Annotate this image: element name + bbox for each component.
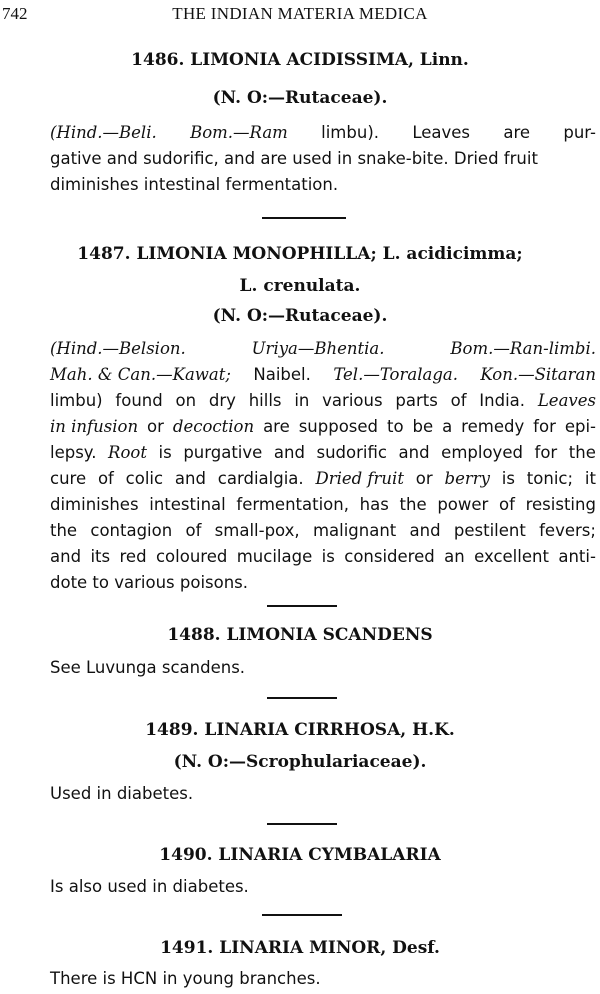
word: in infusion (50, 417, 139, 436)
entry-order: (N. O:—Rutaceae). (212, 306, 388, 326)
text-line: gative and sudorific, and are used in snake-bite. Dried fruit (50, 149, 538, 168)
word: a (442, 417, 453, 436)
word: of (185, 521, 202, 540)
separator-rule (267, 697, 337, 699)
word: lepsy. (50, 443, 97, 462)
text-line (50, 414, 596, 440)
entry-heading: 1486. LIMONIA ACIDISSIMA, Linn. (131, 50, 469, 70)
word: Leaves (412, 123, 471, 142)
entry-text (50, 781, 596, 807)
word: tonic; (526, 469, 574, 488)
word: or (147, 417, 164, 436)
entry-text (50, 655, 596, 681)
running-head (0, 4, 600, 26)
text-line (50, 336, 596, 362)
word: are (263, 417, 290, 436)
entry-text (50, 966, 596, 992)
word: anti- (558, 547, 596, 566)
word: pestilent (453, 521, 526, 540)
word: parts (395, 391, 438, 410)
running-title: THE INDIAN MATERIA MEDICA (172, 4, 428, 23)
word: dry (208, 391, 236, 410)
text-line: dote to various poisons. (50, 573, 249, 592)
text-line (50, 440, 596, 466)
text-line (50, 466, 596, 492)
word: an (444, 547, 465, 566)
word: and (273, 443, 305, 462)
text-line: Is also used in diabetes. (50, 877, 249, 896)
word: coloured (155, 547, 228, 566)
word: of (450, 391, 467, 410)
text-line (50, 492, 596, 518)
word: and (50, 547, 82, 566)
word: Tel.—Toralaga. (333, 365, 458, 384)
word: is (501, 469, 515, 488)
word: mucilage (236, 547, 313, 566)
entry-heading: 1488. LIMONIA SCANDENS (167, 625, 433, 645)
entry-text (50, 336, 596, 596)
word: pur- (563, 123, 596, 142)
text-line: See Luvunga scandens. (50, 658, 246, 677)
word: employed (441, 443, 523, 462)
separator-rule (267, 823, 337, 825)
word: diminishes (50, 495, 139, 514)
word: are (503, 123, 531, 142)
entry-text (50, 874, 596, 900)
word: found (115, 391, 163, 410)
word: Bom.—Ram (190, 123, 288, 142)
word: decoction (172, 417, 255, 436)
word: remedy (461, 417, 525, 436)
word: for (534, 443, 558, 462)
entry-heading: 1489. LINARIA CIRRHOSA, H.K. (145, 720, 455, 740)
word: the (399, 495, 427, 514)
word: (Hind.—Beli. (50, 123, 157, 142)
word: India. (479, 391, 526, 410)
text-line (50, 120, 596, 146)
word: resisting (525, 495, 596, 514)
entry-heading: 1490. LINARIA CYMBALARIA (159, 845, 441, 865)
word: limbu) (50, 391, 103, 410)
word: has (359, 495, 389, 514)
word: or (415, 469, 433, 488)
text-line (50, 388, 596, 414)
word: is (158, 443, 172, 462)
separator-rule (267, 605, 337, 607)
word: for (533, 417, 556, 436)
word: its (90, 547, 111, 566)
word: be (412, 417, 434, 436)
word: Root (108, 443, 147, 462)
entry-heading: 1491. LINARIA MINOR, Desf. (160, 938, 440, 958)
word: and (398, 443, 430, 462)
entry-heading: 1487. LIMONIA MONOPHILLA; L. acidicimma; (77, 244, 523, 264)
text-line (50, 362, 596, 388)
word: intestinal (149, 495, 226, 514)
word: red (119, 547, 147, 566)
word: (Hind.—Belsion. (50, 339, 186, 358)
word: excellent (474, 547, 549, 566)
word: to (386, 417, 404, 436)
word: in (294, 391, 310, 410)
word: colic (125, 469, 164, 488)
word: limbu). (321, 123, 379, 142)
word: of (499, 495, 515, 514)
word: cardialgia. (217, 469, 304, 488)
word: Bom.—Ran-limbi. (450, 339, 596, 358)
word: Leaves (537, 391, 596, 410)
separator-rule (262, 914, 342, 916)
word: Dried fruit (315, 469, 404, 488)
text-line (50, 544, 596, 570)
word: berry (444, 469, 490, 488)
entry-order: (N. O:—Scrophulariaceae). (173, 752, 427, 772)
word: small-pox, (214, 521, 300, 540)
word: Mah. & Can.—Kawat; (50, 365, 231, 384)
entry-heading-continued: L. crenulata. (239, 276, 361, 296)
word: Naibel. (253, 365, 311, 384)
word: supposed (298, 417, 379, 436)
word: and (174, 469, 206, 488)
word: it (584, 469, 596, 488)
word: power (437, 495, 489, 514)
word: is (321, 547, 335, 566)
word: fermentation, (236, 495, 349, 514)
word: fevers; (539, 521, 596, 540)
word: malignant (312, 521, 397, 540)
entry-order: (N. O:—Rutaceae). (212, 88, 388, 108)
word: and (409, 521, 441, 540)
word: considered (344, 547, 435, 566)
word: of (97, 469, 114, 488)
separator-rule (262, 217, 346, 219)
text-line: Used in diabetes. (50, 784, 194, 803)
word: Uriya—Bhentia. (251, 339, 385, 358)
word: the (50, 521, 78, 540)
word: purgative (183, 443, 263, 462)
text-line: There is HCN in young branches. (50, 969, 321, 988)
word: Kon.—Sitaran (480, 365, 596, 384)
page-number: 742 (2, 4, 28, 23)
word: epi- (564, 417, 596, 436)
word: sudorific (316, 443, 387, 462)
entry-text (50, 120, 596, 198)
text-line (50, 518, 596, 544)
word: on (175, 391, 197, 410)
text-line: diminishes intestinal fermentation. (50, 175, 339, 194)
word: the (568, 443, 596, 462)
word: contagion (90, 521, 173, 540)
word: hills (248, 391, 282, 410)
word: cure (50, 469, 87, 488)
word: various (322, 391, 383, 410)
